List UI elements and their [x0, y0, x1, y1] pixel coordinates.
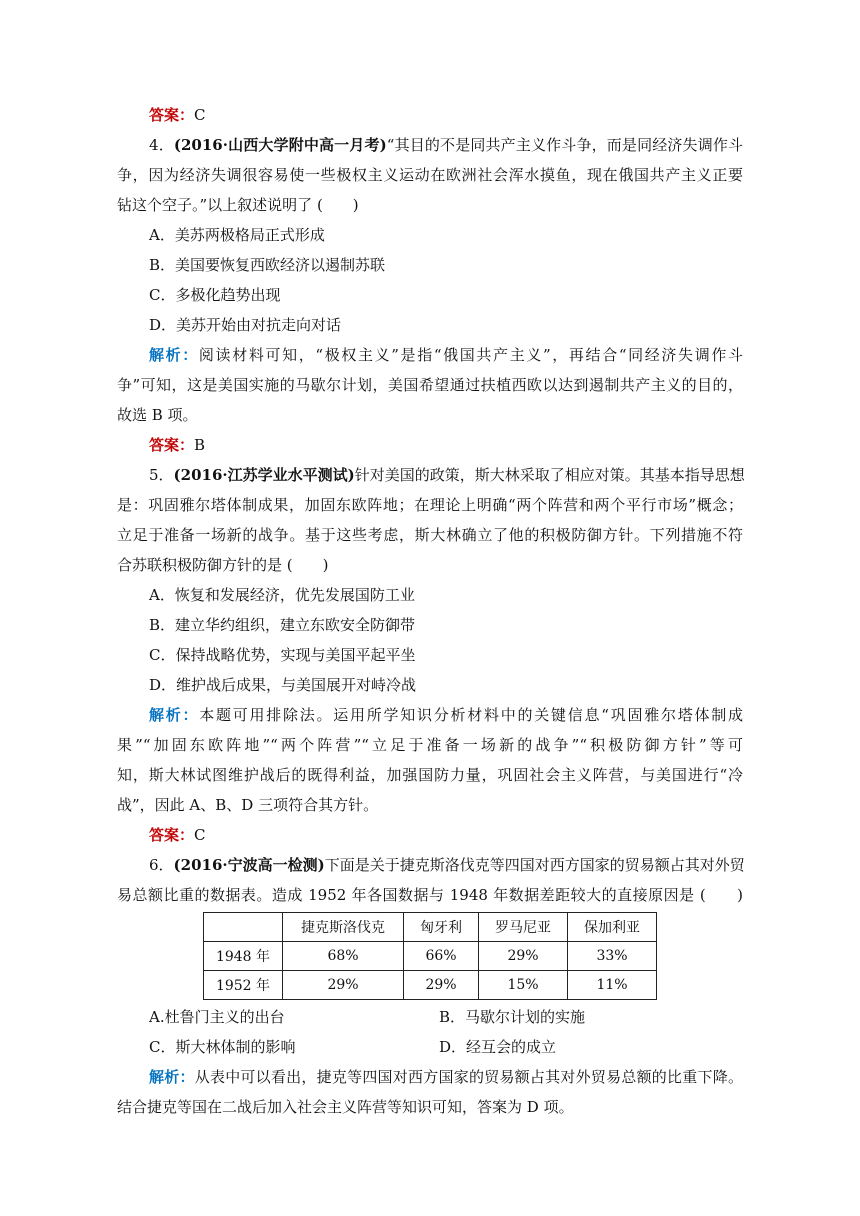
table-row [204, 971, 657, 1000]
question-5-stem-line-3: 立足于准备一场新的战争。基于这些考虑，斯大林确立了他的积极防御方针。下列措施不符 [117, 526, 743, 544]
analysis-label: 解析： [149, 706, 200, 724]
option-c: C．保持战略优势，实现与美国平起平坐 [149, 646, 416, 664]
analysis-line-1: 解析：本题可用排除法。运用所学知识分析材料中的关键信息“巩固雅尔塔体制成 [149, 706, 743, 724]
option-b: B．美国要恢复西欧经济以遏制苏联 [149, 256, 386, 274]
option-c: C．斯大林体制的影响 [149, 1038, 296, 1056]
answer-line-q4 [117, 430, 743, 460]
option-d: D．美苏开始由对抗走向对话 [149, 316, 342, 334]
question-text: “其目的不是同共产主义作斗争，而是同经济失调作斗 [386, 136, 744, 154]
analysis-line-3: 故选 B 项。 [117, 406, 198, 424]
options-row-ab [117, 1002, 743, 1032]
table-cell: 33% [568, 942, 657, 971]
question-5-stem-line-4: 合苏联积极防御方针的是 ( ) [117, 556, 329, 574]
option-d: D．维护战后成果，与美国展开对峙冷战 [149, 676, 417, 694]
answer-label: 答案： [149, 826, 195, 844]
table-header-row [204, 913, 657, 942]
question-4-stem-line-2: 争，因为经济失调很容易使一些极权主义运动在欧洲社会浑水摸鱼，现在俄国共产主义正要 [117, 166, 743, 184]
question-number: 4． [149, 136, 174, 154]
table-header-cell [204, 913, 283, 942]
answer-label: 答案： [149, 436, 195, 454]
analysis-label: 解析： [149, 1068, 195, 1086]
analysis-line-2: 结合捷克等国在二战后加入社会主义阵营等知识可知，答案为 D 项。 [117, 1098, 574, 1116]
option-a: A．美苏两极格局正式形成 [149, 226, 325, 244]
table-cell: 1948 年 [204, 942, 283, 971]
analysis-line-1: 解析：从表中可以看出，捷克等四国对西方国家的贸易额占其对外贸易总额的比重下降。 [149, 1068, 743, 1086]
question-5-stem-line-1: 5．(2016·江苏学业水平测试)针对美国的政策，斯大林采取了相应对策。其基本指导思想 [149, 466, 745, 484]
analysis-line-4: 战”，因此 A、B、D 三项符合其方针。 [117, 796, 379, 814]
option-a: A．恢复和发展经济，优先发展国防工业 [149, 586, 415, 604]
table-cell: 15% [479, 971, 568, 1000]
analysis-line-3: 知，斯大林试图维护战后的既得利益，加强国防力量，巩固社会主义阵营，与美国进行“冷 [117, 766, 743, 784]
table-header-cell: 捷克斯洛伐克 [283, 913, 404, 942]
question-5-stem-line-2: 是：巩固雅尔塔体制成果，加固东欧阵地；在理论上明确“两个阵营和两个平行市场”概念； [117, 496, 743, 514]
analysis-line-1: 解析：阅读材料可知，“极权主义”是指“俄国共产主义”，再结合“同经济失调作斗 [149, 346, 743, 364]
question-source: (2016·江苏学业水平测试) [173, 466, 355, 484]
table-header-cell: 罗马尼亚 [479, 913, 568, 942]
question-4-stem-line-1 [117, 130, 743, 160]
question-4-stem-line-3: 钻这个空子。”以上叙述说明了 ( ) [117, 196, 359, 214]
question-source: (2016·宁波高一检测) [173, 856, 325, 874]
option-a: A.杜鲁门主义的出台 [149, 1008, 285, 1026]
table-cell: 1952 年 [204, 971, 283, 1000]
table-cell: 68% [283, 942, 404, 971]
option-b: B．建立华约组织，建立东欧安全防御带 [149, 616, 416, 634]
table-cell: 11% [568, 971, 657, 1000]
options-row-cd [117, 1032, 743, 1062]
analysis-line-2: 争”可知，这是美国实施的马歇尔计划，美国希望通过扶植西欧以达到遏制共产主义的目的， [117, 376, 743, 394]
answer-value: B [194, 436, 206, 454]
answer-value: C [194, 826, 206, 844]
option-b: B．马歇尔计划的实施 [439, 1008, 586, 1026]
table-cell: 29% [404, 971, 479, 1000]
table-header-cell: 保加利亚 [568, 913, 657, 942]
table-cell: 29% [479, 942, 568, 971]
answer-line-q5 [117, 820, 743, 850]
option-d: D．经互会的成立 [439, 1038, 557, 1056]
trade-data-table [203, 912, 657, 1000]
analysis-label: 解析： [149, 346, 199, 364]
table-cell: 66% [404, 942, 479, 971]
table-header-cell: 匈牙利 [404, 913, 479, 942]
analysis-line-2: 果”“加固东欧阵地”“两个阵营”“立足于准备一场新的战争”“积极防御方针”等可 [117, 736, 743, 754]
answer-label: 答案： [149, 106, 195, 124]
question-6-stem-line-1: 6．(2016·宁波高一检测)下面是关于捷克斯洛伐克等四国对西方国家的贸易额占其对外贸 [149, 856, 745, 874]
table-row [204, 942, 657, 971]
option-c: C．多极化趋势出现 [149, 286, 281, 304]
document-page [117, 100, 743, 1122]
question-6-stem-line-2: 易总额比重的数据表。造成 1952 年各国数据与 1948 年数据差距较大的直接原因是 ( ) [117, 886, 743, 904]
question-source: (2016·山西大学附中高一月考) [173, 136, 387, 154]
answer-value: C [194, 106, 206, 124]
answer-line-q3 [117, 100, 743, 130]
question-number: 6． [149, 856, 174, 874]
table-cell: 29% [283, 971, 404, 1000]
question-number: 5． [149, 466, 174, 484]
